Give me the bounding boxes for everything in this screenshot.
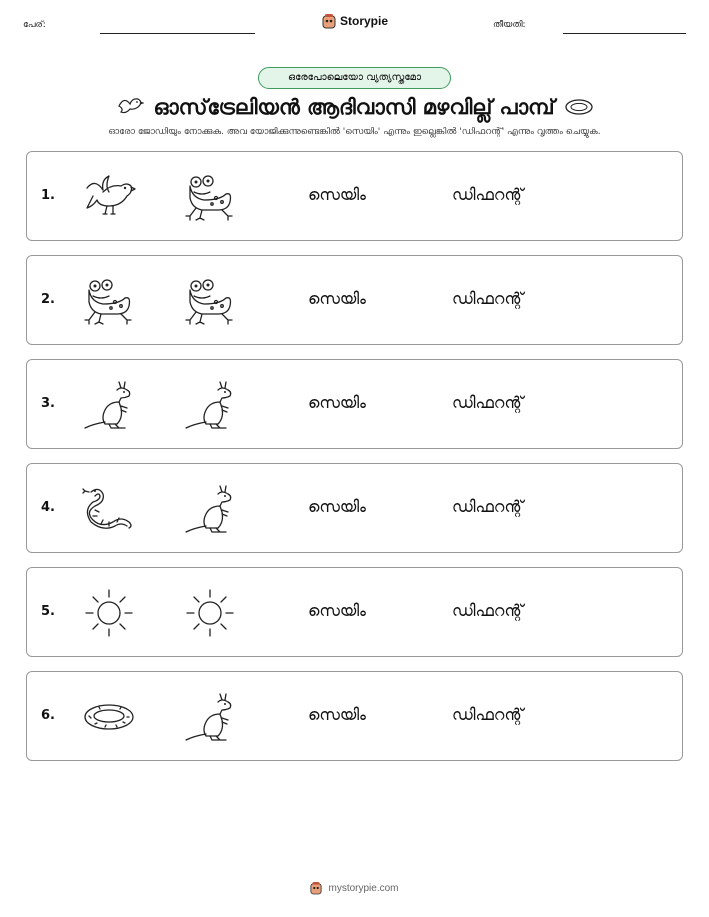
page-title: ഓസ്‌ട്രേലിയൻ ആദിവാസി മഴവില്ല് പാമ്പ്: [153, 94, 555, 119]
question-row: [26, 671, 683, 761]
frog-icon: [182, 170, 238, 224]
kangaroo-icon: [182, 690, 238, 744]
worksheet-header: [0, 0, 709, 40]
snake-icon: [81, 482, 137, 536]
right-picture: [182, 170, 238, 224]
question-row: [26, 463, 683, 553]
kangaroo-icon: [182, 482, 238, 536]
question-row: [26, 359, 683, 449]
question-number: 4.: [41, 500, 55, 515]
different-option[interactable]: ഡിഫറന്റ്: [452, 497, 524, 516]
waterhole-icon: [81, 690, 137, 744]
right-picture: [182, 690, 238, 744]
brand-logo: [322, 13, 388, 29]
footer: [0, 881, 709, 895]
kangaroo-icon: [182, 378, 238, 432]
bird-icon: [116, 94, 144, 120]
waterhole-icon: [564, 98, 594, 116]
same-option[interactable]: സെയിം: [308, 497, 366, 516]
same-option[interactable]: സെയിം: [308, 289, 366, 308]
storypie-mascot-icon: [322, 13, 336, 29]
footer-site: mystorypie.com: [328, 882, 399, 894]
different-option[interactable]: ഡിഫറന്റ്: [452, 289, 524, 308]
frog-icon: [81, 274, 137, 328]
left-picture: [81, 170, 137, 224]
topic-badge: ഒരേപോലെയോ വ്യത്യസ്തമോ: [258, 67, 451, 89]
brand-name: Storypie: [340, 14, 389, 28]
different-option[interactable]: ഡിഫറന്റ്: [452, 185, 524, 204]
question-row: [26, 255, 683, 345]
left-picture: [81, 378, 137, 432]
question-row: [26, 151, 683, 241]
frog-icon: [182, 274, 238, 328]
question-number: 2.: [41, 292, 55, 307]
right-picture: [182, 586, 238, 640]
left-picture: [81, 586, 137, 640]
question-number: 1.: [41, 188, 55, 203]
different-option[interactable]: ഡിഫറന്റ്: [452, 601, 524, 620]
same-option[interactable]: സെയിം: [308, 601, 366, 620]
date-line: [563, 33, 686, 34]
kangaroo-icon: [81, 378, 137, 432]
name-line: [100, 33, 255, 34]
title-row: [66, 92, 644, 122]
name-label: പേര്:: [23, 20, 46, 30]
question-number: 6.: [41, 708, 55, 723]
different-option[interactable]: ഡിഫറന്റ്: [452, 705, 524, 724]
instructions: ഓരോ ജോഡിയും നോക്കുക. അവ യോജിക്കുന്നുണ്ടെങ്കിൽ 'സെയിം' എന്നും ഇല്ലെങ്കിൽ 'ഡിഫറന്റ്' എന്നും വൃത്തം ചെയ്യുക.: [108, 127, 601, 137]
sun-icon: [81, 586, 137, 640]
date-label: തീയതി:: [493, 20, 526, 30]
left-picture: [81, 690, 137, 744]
bird-icon: [81, 170, 137, 224]
question-number: 5.: [41, 604, 55, 619]
storypie-mascot-icon: [310, 881, 322, 895]
question-row: [26, 567, 683, 657]
same-option[interactable]: സെയിം: [308, 705, 366, 724]
same-option[interactable]: സെയിം: [308, 393, 366, 412]
right-picture: [182, 274, 238, 328]
right-picture: [182, 482, 238, 536]
different-option[interactable]: ഡിഫറന്റ്: [452, 393, 524, 412]
question-number: 3.: [41, 396, 55, 411]
right-picture: [182, 378, 238, 432]
same-option[interactable]: സെയിം: [308, 185, 366, 204]
left-picture: [81, 482, 137, 536]
left-picture: [81, 274, 137, 328]
sun-icon: [182, 586, 238, 640]
